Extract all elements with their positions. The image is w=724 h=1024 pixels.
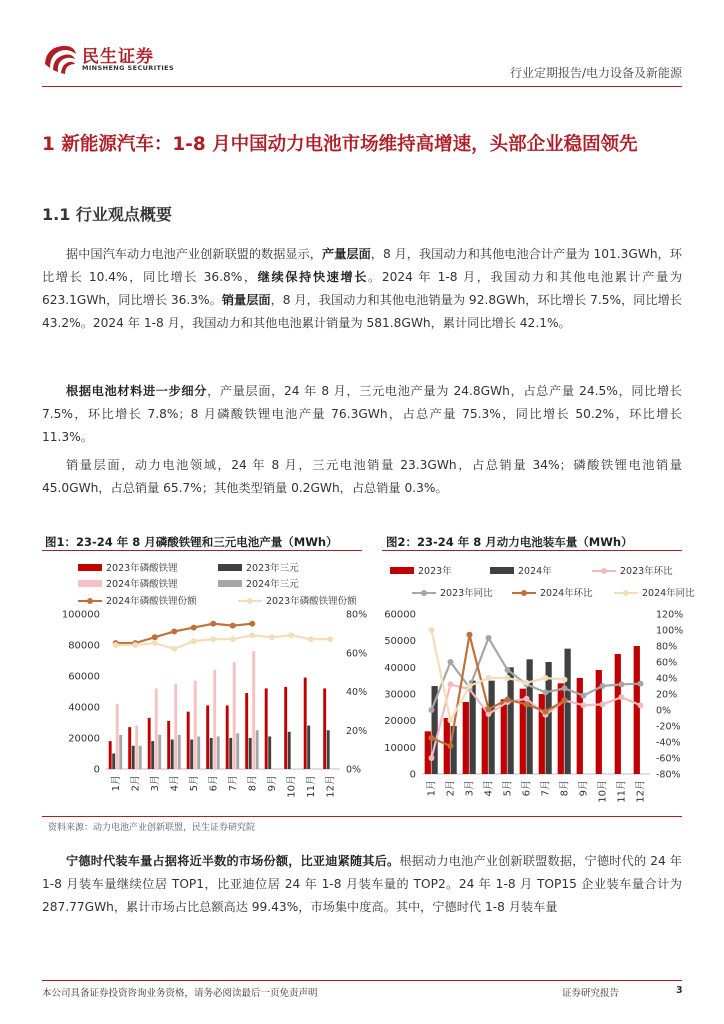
y2-tick-label: 100% — [656, 625, 684, 637]
logo-text-cn: 民生证券 — [82, 47, 154, 67]
line-point — [210, 636, 216, 642]
bar — [112, 754, 115, 770]
y2-tick-label: 0% — [656, 705, 672, 717]
y2-tick-label: 80% — [656, 641, 678, 653]
x-tick-label: 10月 — [286, 775, 298, 798]
footer-disclaimer[interactable]: 本公司具备证券投资咨询业务资格，请务必阅读最后一页免责声明 — [42, 988, 318, 999]
x-tick-label: 8月 — [247, 775, 259, 792]
line-point — [191, 625, 197, 631]
line-point — [638, 681, 644, 687]
line-point — [486, 635, 492, 641]
text-run: ，8 月，我国动力和其他电池合计产量为 101.3GWh，环比增长 10.4%，同比增长 36.8%， — [42, 247, 682, 284]
paragraph-material-breakdown — [42, 380, 682, 449]
bar — [206, 705, 209, 769]
legend-swatch — [490, 567, 514, 574]
bar — [327, 730, 330, 769]
line-point — [288, 632, 294, 638]
line-point — [113, 642, 119, 648]
figure1-divider — [42, 550, 362, 551]
chart2-svg — [382, 556, 695, 816]
bar — [109, 741, 112, 769]
line-point — [619, 694, 625, 700]
line-point — [448, 681, 454, 687]
x-tick-label: 7月 — [540, 780, 552, 797]
logo-text-en: MINSHENG SECURITIES — [82, 64, 175, 72]
line-point — [429, 735, 435, 741]
bar — [245, 693, 248, 769]
bar — [520, 689, 526, 774]
line-point — [486, 706, 492, 712]
text-run: 根据动力电池产业创新联盟数据，宁德时代的 24 年 1-8 月装车量继续位居 TOP1，比亚迪位居 24 年 1-8 月装车量的 TOP2。24 年 1-8 月 TOP15 企业装车量合计为 287.77GWh，累计市场占比总额高达 99.43%，市场集中度高。其中，宁德时代 1-8 月装车量 — [42, 854, 682, 914]
line-point — [448, 659, 454, 665]
legend-label: 2023年 — [418, 566, 452, 577]
bold-text-run: 产量层面 — [322, 247, 371, 261]
bar — [539, 694, 545, 774]
minsheng-logo-icon — [42, 42, 78, 76]
legend-swatch — [87, 598, 93, 604]
line-point — [543, 709, 549, 715]
y2-tick-label: -20% — [656, 721, 681, 733]
legend-label: 2023年磷酸铁锂 — [106, 563, 178, 574]
bar — [256, 730, 259, 769]
bar — [213, 670, 216, 769]
legend-label: 2023年三元 — [246, 563, 299, 574]
line-point — [327, 636, 333, 642]
legend-swatch — [390, 567, 414, 574]
bar — [565, 649, 571, 774]
bar — [171, 740, 174, 769]
bar — [155, 688, 158, 769]
x-tick-label: 11月 — [616, 780, 628, 803]
x-tick-label: 5月 — [502, 780, 514, 797]
legend-swatch — [247, 598, 253, 604]
series-line — [116, 635, 331, 649]
x-tick-label: 7月 — [227, 775, 239, 792]
figure2-title: 图2：23-24 年 8 月动力电池装车量（MWh） — [386, 535, 633, 549]
x-tick-label: 4月 — [169, 775, 181, 792]
y-tick-label: 50000 — [384, 636, 416, 648]
legend-label: 2023年同比 — [440, 588, 493, 599]
bar — [128, 727, 131, 769]
line-point — [505, 697, 511, 703]
bold-text-run: 宁德时代装车量占据将近半数的市场份额，比亚迪紧随其后。 — [66, 854, 400, 868]
bar — [482, 707, 488, 774]
y-tick-label: 80000 — [68, 640, 100, 652]
bar — [174, 684, 177, 769]
bar — [304, 678, 307, 769]
y-tick-label: 100000 — [61, 609, 100, 621]
bar — [158, 735, 161, 769]
page-number: 3 — [676, 985, 683, 996]
line-point — [191, 638, 197, 644]
bar — [323, 688, 326, 769]
y-tick-label: 0 — [93, 764, 100, 776]
bar — [527, 659, 533, 774]
paragraph-market-share — [42, 850, 682, 919]
x-tick-label: 11月 — [305, 775, 317, 798]
legend-label: 2023年环比 — [620, 566, 673, 577]
line-point — [524, 696, 530, 702]
x-tick-label: 4月 — [483, 780, 495, 797]
legend-label: 2024年三元 — [246, 579, 299, 590]
line-point — [171, 628, 177, 634]
line-point — [562, 677, 568, 683]
text-run: 据中国汽车动力电池产业创新联盟的数据显示， — [66, 247, 322, 261]
text-run: ，产量层面，24 年 8 月，三元电池产量为 24.8GWh，占总产量 24.5%，同比增长 7.5%，环比增长 7.8%；8 月磷酸铁锂电池产量 76.3GWh，占总产量 75.3%，同比增长 50.2%，环比增长 11.3%。 — [42, 384, 682, 444]
bar — [148, 718, 151, 769]
text-run: 。2024 年 1-8 月，我国动力和其他电池累计产量为 623.1GWh，同比增长 36.3%。 — [42, 270, 683, 307]
subsection-title: 1.1 行业观点概要 — [42, 205, 172, 224]
y-tick-label: 20000 — [384, 716, 416, 728]
line-point — [600, 701, 606, 707]
legend-label: 2024年磷酸铁锂份额 — [106, 596, 197, 607]
y-tick-label: 30000 — [384, 689, 416, 701]
legend-label: 2024年 — [518, 566, 552, 577]
y2-tick-label: 20% — [656, 689, 678, 701]
legend-swatch — [78, 580, 102, 587]
bar — [187, 712, 190, 769]
footer-divider — [42, 980, 682, 981]
page-header — [0, 0, 724, 90]
legend-swatch — [218, 564, 242, 571]
line-point — [543, 689, 549, 695]
bar — [268, 736, 271, 769]
bar — [265, 688, 268, 769]
x-tick-label: 1月 — [110, 775, 122, 792]
bar — [249, 738, 252, 769]
figure-source: 资料来源：动力电池产业创新联盟，民生证券研究院 — [48, 823, 256, 833]
line-point — [308, 636, 314, 642]
bar — [634, 646, 640, 774]
x-tick-label: 8月 — [559, 780, 571, 797]
x-tick-label: 12月 — [325, 775, 337, 798]
line-point — [132, 642, 138, 648]
legend-label: 2024年磷酸铁锂 — [106, 579, 178, 590]
text-run: 销量层面，动力电池领域，24 年 8 月，三元电池销量 23.3GWh，占总销量 34%；磷酸铁锂电池销量 45.0GWh，占总销量 65.7%；其他类型销量 0.2GWh，占总销量 0.3%。 — [42, 458, 682, 495]
legend-label: 2023年磷酸铁锂份额 — [266, 596, 357, 607]
figure1-title: 图1：23-24 年 8 月磷酸铁锂和三元电池产量（MWh） — [45, 535, 338, 549]
legend-swatch — [623, 590, 629, 596]
y2-tick-label: 20% — [346, 725, 368, 737]
bar — [615, 654, 621, 774]
bar — [501, 699, 507, 774]
bar — [217, 736, 220, 769]
bar — [132, 746, 135, 769]
legend-label: 2024年同比 — [642, 588, 695, 599]
line-point — [152, 640, 158, 646]
bar — [463, 702, 469, 774]
line-point — [467, 632, 473, 638]
x-tick-label: 3月 — [464, 780, 476, 797]
company-logo[interactable] — [42, 42, 182, 78]
line-point — [619, 681, 625, 687]
y-tick-label: 60000 — [68, 671, 100, 683]
bar — [197, 736, 200, 769]
bar — [284, 687, 287, 769]
breadcrumb: 行业定期报告/电力设备及新能源 — [509, 66, 682, 80]
line-point — [429, 707, 435, 713]
chart1-svg — [42, 556, 372, 816]
text-run: ，8 月，我国动力和其他电池销量为 92.8GWh，环比增长 7.5%，同比增长 43.2%。2024 年 1-8 月，我国动力和其他电池累计销量为 581.8GWh，累计同比增长 42.1%。 — [42, 293, 683, 330]
paragraph-production-sales — [42, 243, 682, 335]
bar — [226, 705, 229, 769]
line-point — [581, 702, 587, 708]
x-tick-label: 3月 — [149, 775, 161, 792]
bar — [178, 735, 181, 769]
bar — [135, 726, 138, 769]
y2-tick-label: 120% — [656, 609, 684, 621]
section-title: 1 新能源汽车：1-8 月中国动力电池市场维持高增速，头部企业稳固领先 — [42, 134, 638, 155]
line-point — [467, 683, 473, 689]
bold-text-run: 继续保持快速增长 — [257, 270, 369, 284]
y2-tick-label: 80% — [346, 609, 368, 621]
line-point — [543, 675, 549, 681]
bar — [139, 746, 142, 769]
bar — [288, 732, 291, 769]
y-tick-label: 40000 — [384, 662, 416, 674]
line-point — [562, 685, 568, 691]
x-tick-label: 10月 — [597, 780, 609, 803]
bar — [307, 726, 310, 769]
line-point — [152, 634, 158, 640]
line-point — [505, 667, 511, 673]
x-tick-label: 2月 — [445, 780, 457, 797]
bar — [558, 683, 564, 774]
paragraph-sales-breakdown — [42, 454, 682, 500]
line-point — [429, 627, 435, 633]
bar — [210, 738, 213, 769]
x-tick-label: 1月 — [426, 780, 438, 797]
bar — [252, 651, 255, 769]
legend-swatch — [78, 564, 102, 571]
y2-tick-label: -80% — [656, 769, 681, 781]
line-point — [448, 717, 454, 723]
bar — [229, 738, 232, 769]
chart-installation — [382, 556, 695, 816]
y2-tick-label: -60% — [656, 753, 681, 765]
y-tick-label: 60000 — [384, 609, 416, 621]
x-tick-label: 6月 — [521, 780, 533, 797]
line-point — [524, 701, 530, 707]
legend-label: 2024年环比 — [540, 588, 593, 599]
bar — [508, 667, 514, 774]
line-point — [524, 680, 530, 686]
bold-text-run: 根据电池材料进一步细分 — [66, 384, 208, 398]
line-point — [562, 697, 568, 703]
line-point — [429, 755, 435, 761]
bold-text-run: 销量层面 — [221, 293, 271, 307]
line-point — [600, 683, 606, 689]
source-divider — [42, 816, 682, 817]
legend-swatch — [601, 568, 607, 574]
y2-tick-label: 0% — [346, 764, 362, 776]
x-tick-label: 12月 — [635, 780, 647, 803]
x-tick-label: 2月 — [130, 775, 142, 792]
line-point — [638, 702, 644, 708]
line-point — [230, 623, 236, 629]
bar — [151, 741, 154, 769]
legend-swatch — [421, 590, 427, 596]
y-tick-label: 40000 — [68, 702, 100, 714]
bar — [167, 721, 170, 769]
line-point — [171, 646, 177, 652]
line-point — [486, 675, 492, 681]
line-point — [269, 634, 275, 640]
y-tick-label: 0 — [409, 769, 416, 781]
line-point — [210, 621, 216, 627]
line-point — [505, 675, 511, 681]
x-tick-label: 6月 — [208, 775, 220, 792]
x-tick-label: 5月 — [188, 775, 200, 792]
bar — [233, 662, 236, 769]
line-point — [249, 632, 255, 638]
line-point — [230, 636, 236, 642]
line-point — [581, 693, 587, 699]
figure2-divider — [382, 550, 682, 551]
bar — [116, 704, 119, 769]
line-point — [448, 743, 454, 749]
x-tick-label: 9月 — [266, 775, 278, 792]
y2-tick-label: 40% — [656, 673, 678, 685]
chart-production — [42, 556, 372, 816]
x-tick-label: 9月 — [578, 780, 590, 797]
y-tick-label: 20000 — [68, 733, 100, 745]
bar — [236, 733, 239, 769]
bar — [119, 735, 122, 769]
y2-tick-label: 40% — [346, 687, 368, 698]
bar — [489, 681, 495, 774]
y-tick-label: 10000 — [384, 742, 416, 754]
line-point — [249, 621, 255, 627]
footer-report-type: 证券研究报告 — [562, 988, 620, 999]
legend-swatch — [521, 590, 527, 596]
header-divider — [42, 86, 682, 87]
y2-tick-label: -40% — [656, 737, 681, 749]
legend-swatch — [218, 580, 242, 587]
y2-tick-label: 60% — [656, 657, 678, 669]
y2-tick-label: 60% — [346, 648, 368, 660]
bar — [194, 681, 197, 769]
bar — [190, 740, 193, 769]
